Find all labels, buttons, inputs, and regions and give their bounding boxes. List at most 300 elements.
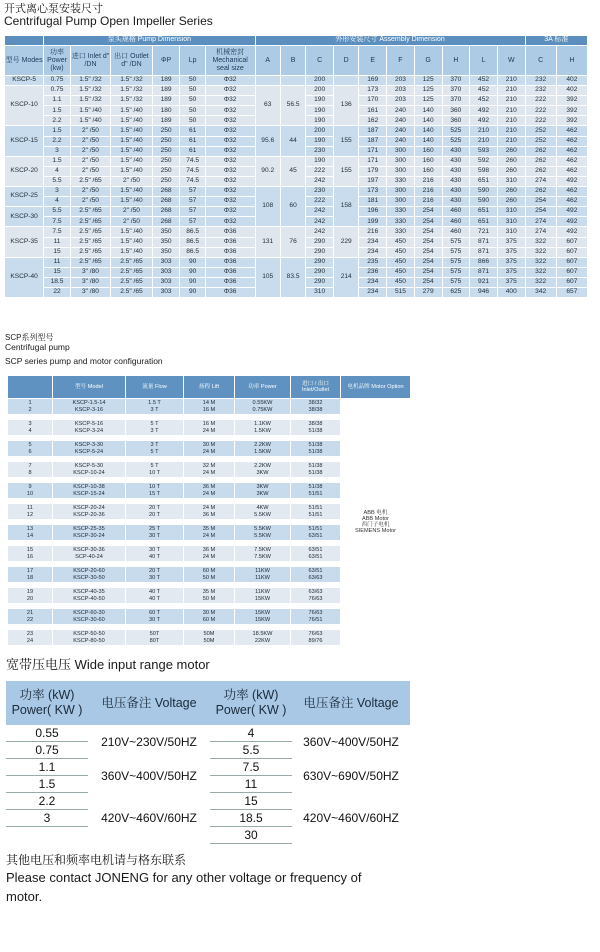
table-cell bbox=[8, 546, 53, 562]
table-cell: 2.5" /65 bbox=[70, 217, 110, 227]
header-motor-option: 电机品牌 Motor Option bbox=[341, 376, 411, 399]
pump-motor-config-table bbox=[7, 375, 411, 646]
table-cell: 575 bbox=[442, 237, 470, 247]
cell-line: 20 bbox=[26, 595, 34, 602]
table-cell: 2.5" /65 bbox=[111, 277, 153, 287]
table-cell: 50 bbox=[180, 76, 205, 86]
table-cell: 2.5" /65 bbox=[70, 176, 110, 186]
3a-standard-header: 3A 标准 bbox=[525, 36, 587, 46]
table-cell: 242 bbox=[306, 217, 334, 227]
table-cell: 242 bbox=[306, 227, 334, 237]
model-cell: KSCP-25 bbox=[5, 187, 44, 207]
table-cell: 921 bbox=[470, 277, 498, 287]
header-model: 型号 Model bbox=[53, 376, 126, 399]
table-cell: 171 bbox=[359, 156, 387, 166]
table-cell: 254 bbox=[414, 207, 442, 217]
table-cell: Φ32 bbox=[205, 106, 255, 116]
table-cell: 216 bbox=[359, 227, 387, 237]
cell-line: 38/38 bbox=[308, 421, 323, 428]
table-cell: 1.5" /40 bbox=[111, 116, 153, 126]
cell-line: 24 M bbox=[202, 553, 216, 560]
table-cell: 57 bbox=[180, 197, 205, 207]
table-cell bbox=[53, 567, 126, 583]
col-header: 机械密封 Mechanical seal size bbox=[205, 46, 255, 76]
table-cell: 250 bbox=[152, 146, 180, 156]
table-cell: 402 bbox=[556, 86, 587, 96]
table-cell bbox=[8, 441, 53, 457]
cell-line: 9 bbox=[28, 484, 32, 491]
table-cell: 651 bbox=[470, 176, 498, 186]
table-cell: 492 bbox=[556, 207, 587, 217]
table-cell: 525 bbox=[442, 136, 470, 146]
cell-line: 24 M bbox=[202, 469, 216, 476]
header-power-right: 功率 (kW) Power( KW ) bbox=[210, 681, 292, 725]
table-cell: 90 bbox=[180, 287, 205, 297]
header-lift: 扬程 Lift bbox=[184, 376, 235, 399]
table-cell bbox=[8, 462, 53, 478]
cell-line: 38/38 bbox=[308, 406, 323, 413]
table-cell: 189 bbox=[152, 116, 180, 126]
power-cell: 4 bbox=[210, 725, 292, 742]
table-cell: 607 bbox=[556, 277, 587, 287]
table-cell: 262 bbox=[525, 166, 556, 176]
table-cell: 2" /50 bbox=[70, 126, 110, 136]
table-cell: 229 bbox=[334, 227, 359, 257]
table-cell bbox=[8, 483, 53, 499]
table-cell: 216 bbox=[414, 187, 442, 197]
cell-line: 22KW bbox=[254, 637, 271, 644]
table-cell: 173 bbox=[359, 187, 387, 197]
table-cell: 400 bbox=[497, 287, 525, 297]
table-cell: 322 bbox=[525, 237, 556, 247]
table-cell: Φ32 bbox=[205, 156, 255, 166]
table-cell: 1.5" /32 bbox=[111, 86, 153, 96]
table-cell: 1.5" /40 bbox=[111, 166, 153, 176]
cell-line: 51/38 bbox=[308, 442, 323, 449]
table-cell: 330 bbox=[387, 176, 415, 186]
table-cell: 250 bbox=[152, 136, 180, 146]
cell-line: KSCP-10-24 bbox=[73, 469, 105, 476]
table-cell: 187 bbox=[359, 126, 387, 136]
table-cell: 450 bbox=[387, 257, 415, 267]
table-cell: 189 bbox=[152, 86, 180, 96]
col-header: G bbox=[414, 46, 442, 76]
table-cell: 254 bbox=[414, 227, 442, 237]
table-cell: 303 bbox=[152, 287, 180, 297]
cell-line: 51/38 bbox=[308, 484, 323, 491]
cell-line: 15 bbox=[26, 547, 34, 554]
table-cell: 203 bbox=[387, 76, 415, 86]
table-cell: 200 bbox=[306, 76, 334, 86]
cell-line: 51/38 bbox=[308, 463, 323, 470]
table-cell: 290 bbox=[306, 257, 334, 267]
table-cell: 230 bbox=[306, 146, 334, 156]
table-cell: 179 bbox=[359, 166, 387, 176]
table-cell: 452 bbox=[470, 96, 498, 106]
cell-line: 21 bbox=[26, 610, 34, 617]
cell-line: 5 bbox=[28, 442, 32, 449]
table-cell: 240 bbox=[387, 106, 415, 116]
table-cell: 222 bbox=[306, 197, 334, 207]
table-cell: 45 bbox=[280, 156, 305, 186]
table-cell: 3" /80 bbox=[70, 267, 110, 277]
table-row bbox=[6, 759, 410, 776]
cell-line: 1.5KW bbox=[254, 427, 271, 434]
table-cell bbox=[126, 567, 184, 583]
table-cell bbox=[53, 462, 126, 478]
table-cell: 240 bbox=[387, 136, 415, 146]
table-cell: 375 bbox=[497, 247, 525, 257]
table-cell bbox=[53, 630, 126, 646]
table-cell bbox=[291, 399, 341, 415]
table-cell bbox=[53, 588, 126, 604]
cell-line: 63/51 bbox=[308, 532, 323, 539]
cell-line: 3 T bbox=[150, 427, 159, 434]
cell-line: 30 T bbox=[148, 616, 161, 623]
table-cell: Φ36 bbox=[205, 227, 255, 237]
column-headers bbox=[5, 46, 588, 76]
header-voltage-right: 电压备注 Voltage bbox=[292, 681, 410, 725]
table-cell: 95.6 bbox=[255, 126, 280, 156]
cell-line: 22 bbox=[26, 616, 34, 623]
table-cell bbox=[291, 546, 341, 562]
power-cell bbox=[6, 827, 88, 844]
table-cell: 450 bbox=[387, 237, 415, 247]
table-cell bbox=[184, 525, 235, 541]
table-cell: 22 bbox=[44, 287, 71, 297]
table-cell: 274 bbox=[525, 217, 556, 227]
cell-line: 51/38 bbox=[308, 427, 323, 434]
table-cell: 155 bbox=[334, 156, 359, 186]
table-cell: 651 bbox=[470, 217, 498, 227]
table-cell: 235 bbox=[359, 257, 387, 267]
section2-title-en2: SCP series pump and motor configuration bbox=[5, 356, 163, 366]
table-cell: 300 bbox=[387, 187, 415, 197]
table-cell: 871 bbox=[470, 237, 498, 247]
footer-en-line1: Please contact JONENG for any other voltage or frequency of bbox=[6, 870, 362, 885]
table-cell bbox=[184, 588, 235, 604]
table-cell: 196 bbox=[359, 207, 387, 217]
table-cell bbox=[235, 504, 291, 520]
table-cell: 575 bbox=[442, 267, 470, 277]
table-cell: 310 bbox=[497, 217, 525, 227]
table-cell: 2.5" /65 bbox=[70, 247, 110, 257]
table-cell: 268 bbox=[152, 207, 180, 217]
table-cell: 15 bbox=[44, 247, 71, 257]
table-cell: 322 bbox=[525, 247, 556, 257]
cell-line: 20 T bbox=[148, 505, 161, 512]
table-cell: 598 bbox=[470, 166, 498, 176]
table-cell: 3 bbox=[44, 187, 71, 197]
table-cell: 462 bbox=[556, 187, 587, 197]
cell-line: 60 T bbox=[148, 610, 161, 617]
header-inlet-outlet: 进口 / 出口 Inlet/Outlet bbox=[291, 376, 341, 399]
section2-title-zh: SCP系列型号 bbox=[5, 333, 54, 342]
table-cell: 260 bbox=[497, 146, 525, 156]
table-cell: 161 bbox=[359, 106, 387, 116]
table-cell: 430 bbox=[442, 166, 470, 176]
cell-line: 5 T bbox=[150, 448, 159, 455]
table-cell bbox=[53, 504, 126, 520]
table-cell: 450 bbox=[387, 247, 415, 257]
cell-line: 11KW bbox=[255, 568, 270, 575]
table-cell: 492 bbox=[556, 176, 587, 186]
table-cell: 61 bbox=[180, 146, 205, 156]
cell-line: 24 M bbox=[202, 448, 216, 455]
table-cell: 11 bbox=[44, 257, 71, 267]
cell-line: 15 T bbox=[148, 490, 161, 497]
col-header: H bbox=[442, 46, 470, 76]
table-row bbox=[8, 399, 411, 415]
table-cell: Φ32 bbox=[205, 176, 255, 186]
table-cell: 63 bbox=[255, 86, 280, 126]
table-cell: 210 bbox=[497, 86, 525, 96]
table-cell: 252 bbox=[525, 126, 556, 136]
cell-line: 19 bbox=[26, 589, 34, 596]
table-cell: 210 bbox=[497, 106, 525, 116]
table-cell: 330 bbox=[387, 207, 415, 217]
table-cell: Φ36 bbox=[205, 247, 255, 257]
cell-line: 16 M bbox=[202, 406, 216, 413]
table-cell: 1.5" /40 bbox=[111, 227, 153, 237]
table-cell bbox=[126, 441, 184, 457]
table-cell: 460 bbox=[442, 217, 470, 227]
table-cell: 200 bbox=[306, 86, 334, 96]
table-cell: 254 bbox=[414, 237, 442, 247]
cell-line: 63/51 bbox=[308, 553, 323, 560]
table-cell bbox=[184, 630, 235, 646]
table-cell bbox=[235, 609, 291, 625]
table-cell: 131 bbox=[255, 227, 280, 257]
cell-line: 36 M bbox=[202, 511, 216, 518]
table-cell: 310 bbox=[306, 287, 334, 297]
voltage-cell: 360V~400V/50HZ bbox=[292, 725, 410, 759]
cell-line: 80T bbox=[149, 637, 160, 644]
cell-line: 3 T bbox=[150, 406, 159, 413]
table-cell: 350 bbox=[152, 237, 180, 247]
table-cell: 61 bbox=[180, 136, 205, 146]
table-cell: 254 bbox=[414, 277, 442, 287]
table-cell bbox=[8, 609, 53, 625]
cell-line: KSCP-5-24 bbox=[74, 448, 104, 455]
table-cell: 2" /50 bbox=[111, 207, 153, 217]
cell-line: 7.5KW bbox=[254, 547, 271, 554]
table-cell bbox=[280, 76, 305, 86]
table-cell: 430 bbox=[442, 197, 470, 207]
cell-line: 3KW bbox=[256, 469, 269, 476]
table-cell: Φ32 bbox=[205, 146, 255, 156]
cell-line: 51/38 bbox=[308, 448, 323, 455]
cell-line: 2.2KW bbox=[254, 463, 271, 470]
col-header: D bbox=[334, 46, 359, 76]
table-cell: 56.5 bbox=[280, 86, 305, 126]
table-cell: 290 bbox=[306, 267, 334, 277]
table-cell bbox=[184, 483, 235, 499]
motor-option-cell bbox=[341, 399, 411, 646]
table-cell: 651 bbox=[470, 207, 498, 217]
table-cell bbox=[235, 546, 291, 562]
table-cell: 171 bbox=[359, 146, 387, 156]
table-cell bbox=[126, 525, 184, 541]
cell-line: KSCP-20-24 bbox=[73, 505, 105, 512]
table-cell: 310 bbox=[497, 207, 525, 217]
table-cell: 140 bbox=[414, 126, 442, 136]
cell-line: 89/76 bbox=[308, 637, 323, 644]
table-cell: 2" /50 bbox=[111, 217, 153, 227]
motor-option-line: ABB Motor bbox=[361, 515, 390, 522]
model-cell: KSCP-10 bbox=[5, 86, 44, 126]
table-cell: 430 bbox=[442, 146, 470, 156]
table-cell: 1.5" /32 bbox=[70, 86, 110, 96]
cell-line: 76/51 bbox=[308, 616, 323, 623]
cell-line: 11KW bbox=[255, 589, 270, 596]
cell-line: KSCP-40-50 bbox=[73, 595, 105, 602]
assembly-dimension-table bbox=[4, 35, 588, 298]
table-cell: 90.2 bbox=[255, 156, 280, 186]
power-cell: 5.5 bbox=[210, 742, 292, 759]
table-cell: 592 bbox=[470, 156, 498, 166]
table-cell: 260 bbox=[497, 156, 525, 166]
cell-line: KSCP-60-30 bbox=[73, 610, 105, 617]
cell-line: 51/38 bbox=[308, 469, 323, 476]
cell-line: KSCP-25-35 bbox=[73, 526, 105, 533]
table-cell bbox=[184, 462, 235, 478]
cell-line: 24 bbox=[26, 637, 34, 644]
table-cell bbox=[126, 546, 184, 562]
power-cell: 15 bbox=[210, 793, 292, 810]
header-power-left: 功率 (kW) Power( KW ) bbox=[6, 681, 88, 725]
cell-line: 15KW bbox=[254, 616, 271, 623]
cell-line: 51/51 bbox=[308, 505, 323, 512]
cell-line: 50 M bbox=[202, 595, 216, 602]
col-header: 出口 Outlet d" /DN bbox=[111, 46, 153, 76]
cell-line: 3 T bbox=[150, 442, 159, 449]
table-cell: 232 bbox=[525, 76, 556, 86]
table-cell: 0.75 bbox=[44, 86, 71, 96]
cell-line: 16 M bbox=[202, 421, 216, 428]
cell-line: 25 T bbox=[148, 526, 161, 533]
cell-line: 16 bbox=[26, 553, 34, 560]
table-cell: 2.5" /65 bbox=[70, 227, 110, 237]
table-cell: 2.2 bbox=[44, 136, 71, 146]
table-cell: 342 bbox=[525, 287, 556, 297]
power-cell: 0.75 bbox=[6, 742, 88, 759]
table-cell: 189 bbox=[152, 96, 180, 106]
table-cell: 300 bbox=[387, 146, 415, 156]
table-cell: 254 bbox=[525, 207, 556, 217]
table-cell: 1.5" /40 bbox=[111, 237, 153, 247]
table-cell: 90 bbox=[180, 257, 205, 267]
col-header: W bbox=[497, 46, 525, 76]
table-row bbox=[6, 793, 410, 810]
cell-line: KSCP-20-36 bbox=[73, 511, 105, 518]
table-cell: 492 bbox=[470, 106, 498, 116]
table-cell: 44 bbox=[280, 126, 305, 156]
motor-option-line: SIEMENS Motor bbox=[354, 528, 397, 535]
table-cell bbox=[184, 609, 235, 625]
cell-line: 35 M bbox=[202, 589, 216, 596]
table-cell: 222 bbox=[525, 106, 556, 116]
table-cell bbox=[255, 76, 280, 86]
table-cell: 2" /50 bbox=[70, 146, 110, 156]
table-cell: 590 bbox=[470, 197, 498, 207]
table-cell: 430 bbox=[442, 176, 470, 186]
table-cell: 190 bbox=[306, 106, 334, 116]
table-cell: 370 bbox=[442, 76, 470, 86]
table-cell: 90 bbox=[180, 267, 205, 277]
voltage-cell: 210V~230V/50HZ bbox=[88, 725, 210, 759]
cell-line: KSCP-80-50 bbox=[73, 637, 105, 644]
cell-line: 0.55KW bbox=[252, 400, 273, 407]
table-cell: 300 bbox=[387, 156, 415, 166]
table-cell: 262 bbox=[525, 187, 556, 197]
cell-line: KSCP-20-60 bbox=[73, 568, 105, 575]
col-header: 功率 Power (kw) bbox=[44, 46, 71, 76]
col-header: 型号 Modes bbox=[5, 46, 44, 76]
table-cell: 2.5" /65 bbox=[111, 287, 153, 297]
cell-line: KSCP-40-35 bbox=[73, 589, 105, 596]
table-cell: 590 bbox=[470, 187, 498, 197]
table-cell: 350 bbox=[152, 247, 180, 257]
table-cell: 290 bbox=[306, 277, 334, 287]
table-cell: 946 bbox=[470, 287, 498, 297]
table-cell: 1.5" /32 bbox=[111, 76, 153, 86]
table-cell: 607 bbox=[556, 257, 587, 267]
cell-line: 4 bbox=[28, 427, 32, 434]
cell-line: 18.5KW bbox=[252, 631, 273, 638]
voltage-cell: 630V~690V/50HZ bbox=[292, 759, 410, 793]
table-cell: 575 bbox=[442, 277, 470, 287]
table-cell bbox=[53, 483, 126, 499]
cell-line: 36 M bbox=[202, 484, 216, 491]
table-cell: 492 bbox=[556, 217, 587, 227]
cell-line: 36 M bbox=[202, 547, 216, 554]
table-cell: 254 bbox=[414, 267, 442, 277]
table-cell: 216 bbox=[414, 197, 442, 207]
table-cell: 250 bbox=[152, 156, 180, 166]
cell-line: 24 M bbox=[202, 532, 216, 539]
table-cell: Φ32 bbox=[205, 166, 255, 176]
table-cell: 86.5 bbox=[180, 237, 205, 247]
power-cell: 7.5 bbox=[210, 759, 292, 776]
table-cell: 450 bbox=[387, 267, 415, 277]
table-cell: 290 bbox=[306, 247, 334, 257]
cell-line: 6 bbox=[28, 448, 32, 455]
cell-line: 14 M bbox=[202, 400, 216, 407]
table-cell: 300 bbox=[387, 197, 415, 207]
pump-dimension-header: 泵头规格 Pump Dimension bbox=[44, 36, 255, 46]
section3-title-zh: 宽带压电压 bbox=[6, 657, 72, 672]
table-cell: 254 bbox=[414, 217, 442, 227]
table-cell bbox=[126, 504, 184, 520]
table-cell: 330 bbox=[387, 227, 415, 237]
table-cell: 240 bbox=[387, 116, 415, 126]
table-cell: 57 bbox=[180, 207, 205, 217]
cell-line: 3KW bbox=[256, 490, 269, 497]
table-cell: 2.2 bbox=[44, 116, 71, 126]
table-cell: Φ36 bbox=[205, 287, 255, 297]
col-header: C bbox=[525, 46, 556, 76]
table-cell bbox=[126, 399, 184, 415]
table-cell: 222 bbox=[525, 116, 556, 126]
table-cell: 262 bbox=[525, 146, 556, 156]
table-cell: 160 bbox=[414, 166, 442, 176]
table-cell: 462 bbox=[556, 146, 587, 156]
table-cell: 254 bbox=[414, 247, 442, 257]
cell-line: 30 M bbox=[202, 610, 216, 617]
table-cell: 515 bbox=[387, 287, 415, 297]
table-cell: 200 bbox=[306, 126, 334, 136]
